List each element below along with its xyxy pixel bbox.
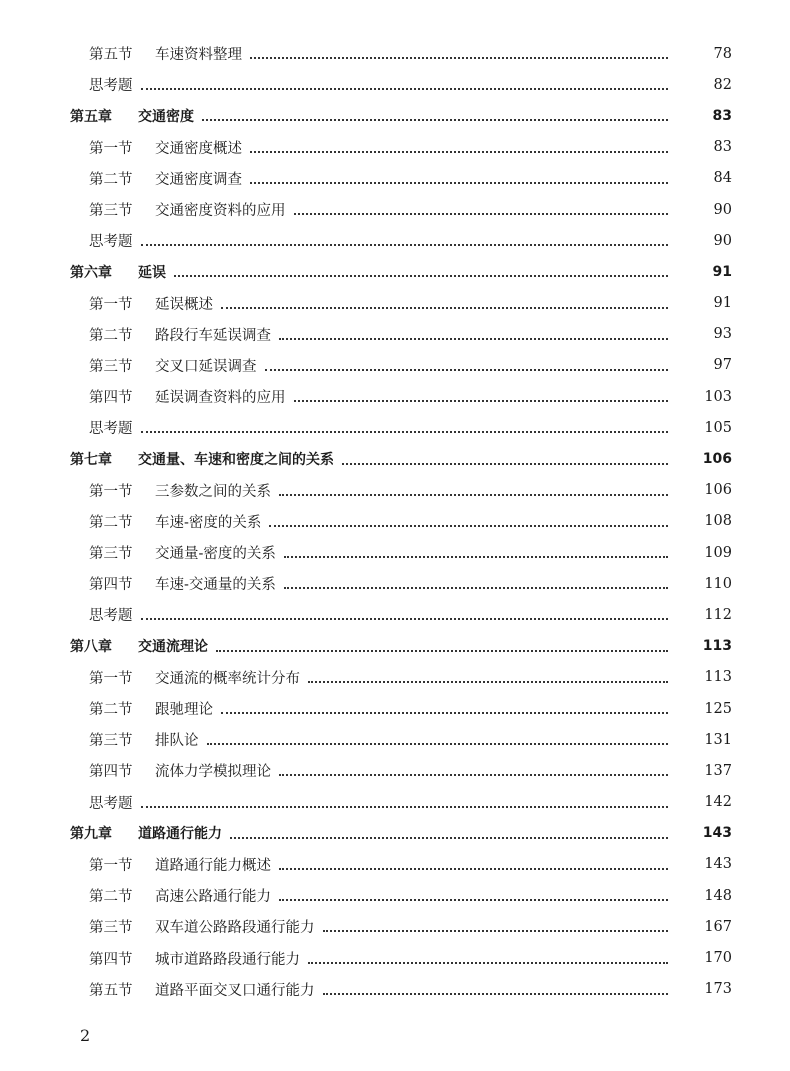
toc-page-number: 106: [702, 451, 732, 468]
toc-entry-number: 第四节: [89, 764, 133, 781]
toc-entry-title: 双车道公路路段通行能力: [155, 920, 315, 937]
toc-section-row: [0, 880, 790, 911]
toc-page-number: 105: [704, 419, 732, 436]
dot-leader: [279, 493, 668, 496]
dot-leader: [284, 555, 668, 558]
toc-questions-row: [0, 599, 790, 630]
toc-page-number: 110: [704, 575, 732, 592]
toc-page-number: 113: [704, 669, 732, 686]
dot-leader: [323, 992, 669, 995]
toc-page-number: 131: [704, 731, 732, 748]
toc-entry-number: 第五节: [89, 47, 133, 64]
toc-page-number: 109: [704, 544, 732, 561]
toc-section-row: [0, 662, 790, 693]
dot-leader: [265, 368, 669, 371]
toc-entry-title: 思考题: [89, 78, 133, 95]
toc-section-row: [0, 38, 790, 69]
toc-entry-title: 交通量-密度的关系: [155, 546, 276, 563]
toc-section-row: [0, 693, 790, 724]
toc-section-row: [0, 506, 790, 537]
dot-leader: [230, 836, 668, 839]
dot-leader: [308, 961, 668, 964]
toc-entry-number: 第一节: [89, 140, 133, 157]
dot-leader: [141, 430, 669, 433]
toc-entry-number: 第六章: [70, 264, 112, 281]
toc-entry-title: 道路通行能力概述: [155, 857, 271, 874]
toc-questions-row: [0, 412, 790, 443]
toc-entry-title: 车速-交通量的关系: [155, 577, 276, 594]
toc-entry-number: 第二节: [89, 514, 133, 531]
toc-page-number: 103: [704, 388, 732, 405]
toc-entry-title: 延误概述: [155, 296, 213, 313]
toc-entry-number: 第三节: [89, 546, 133, 563]
toc-page-number: 170: [704, 950, 732, 967]
toc-entry-number: 第二节: [89, 702, 133, 719]
toc-entry-number: 第八章: [70, 639, 112, 656]
dot-leader: [202, 118, 668, 121]
toc-entry-title: 车速资料整理: [155, 47, 242, 64]
toc-entry-title: 跟驰理论: [155, 702, 213, 719]
toc-entry-title: 道路通行能力: [138, 826, 222, 843]
toc-entry-title: 交通流理论: [138, 639, 208, 656]
toc-page-number: 113: [702, 638, 732, 655]
toc-page-number: 83: [713, 139, 732, 156]
dot-leader: [250, 56, 668, 59]
toc-page-number: 78: [713, 45, 732, 62]
toc-section-row: [0, 537, 790, 568]
toc-entry-title: 思考题: [89, 421, 133, 438]
toc-page-number: 91: [712, 263, 732, 280]
toc-entry-title: 交通密度资料的应用: [155, 203, 286, 220]
toc-entry-title: 三参数之间的关系: [155, 483, 271, 500]
dot-leader: [216, 649, 668, 652]
toc-page-number: 93: [713, 326, 732, 343]
toc-page-number: 143: [704, 856, 732, 873]
toc-page-number: 167: [704, 918, 732, 935]
dot-leader: [221, 711, 668, 714]
toc-page-number: 106: [704, 482, 732, 499]
dot-leader: [342, 462, 668, 465]
toc-entry-title: 高速公路通行能力: [155, 889, 271, 906]
toc-entry-title: 思考题: [89, 608, 133, 625]
toc-page-number: 112: [704, 606, 732, 623]
toc-questions-row: [0, 225, 790, 256]
toc-page-number: 137: [704, 762, 732, 779]
table-of-contents: [0, 38, 790, 1005]
toc-chapter-row: [0, 256, 790, 287]
toc-section-row: [0, 163, 790, 194]
dot-leader: [279, 867, 668, 870]
toc-page-number: 148: [704, 887, 732, 904]
toc-entry-title: 流体力学模拟理论: [155, 764, 271, 781]
dot-leader: [323, 929, 669, 932]
toc-section-row: [0, 475, 790, 506]
toc-entry-title: 交通流的概率统计分布: [155, 670, 300, 687]
dot-leader: [174, 274, 668, 277]
toc-section-row: [0, 849, 790, 880]
toc-entry-title: 交通密度: [138, 108, 194, 125]
toc-entry-title: 道路平面交叉口通行能力: [155, 982, 315, 999]
toc-entry-number: 第四节: [89, 390, 133, 407]
toc-entry-title: 交叉口延误调查: [155, 358, 257, 375]
toc-entry-title: 交通量、车速和密度之间的关系: [138, 452, 334, 469]
toc-page-number: 173: [704, 981, 732, 998]
toc-entry-number: 第二节: [89, 889, 133, 906]
toc-section-row: [0, 319, 790, 350]
toc-page-number: 84: [713, 170, 732, 187]
dot-leader: [221, 306, 668, 309]
toc-section-row: [0, 942, 790, 973]
dot-leader: [141, 617, 669, 620]
toc-entry-number: 第七章: [70, 452, 112, 469]
toc-entry-number: 第五章: [70, 108, 112, 125]
toc-entry-number: 第四节: [89, 951, 133, 968]
toc-entry-title: 思考题: [89, 795, 133, 812]
toc-chapter-row: [0, 100, 790, 131]
toc-entry-number: 第一节: [89, 296, 133, 313]
toc-entry-number: 第九章: [70, 826, 112, 843]
dot-leader: [294, 212, 669, 215]
toc-section-row: [0, 911, 790, 942]
toc-page-number: 108: [704, 513, 732, 530]
toc-entry-title: 延误调查资料的应用: [155, 390, 286, 407]
toc-page-number: 91: [713, 295, 732, 312]
toc-entry-number: 第一节: [89, 483, 133, 500]
toc-entry-title: 交通密度概述: [155, 140, 242, 157]
dot-leader: [279, 898, 668, 901]
dot-leader: [250, 150, 668, 153]
toc-entry-number: 第三节: [89, 358, 133, 375]
toc-entry-title: 思考题: [89, 234, 133, 251]
dot-leader: [308, 680, 668, 683]
toc-entry-number: 第四节: [89, 577, 133, 594]
toc-section-row: [0, 288, 790, 319]
toc-questions-row: [0, 787, 790, 818]
dot-leader: [284, 586, 668, 589]
toc-section-row: [0, 381, 790, 412]
toc-entry-title: 车速-密度的关系: [155, 514, 262, 531]
toc-page-number: 142: [704, 794, 732, 811]
toc-entry-title: 路段行车延误调查: [155, 327, 271, 344]
toc-section-row: [0, 755, 790, 786]
toc-section-row: [0, 132, 790, 163]
toc-entry-number: 第三节: [89, 203, 133, 220]
toc-entry-number: 第二节: [89, 171, 133, 188]
toc-entry-number: 第五节: [89, 982, 133, 999]
toc-entry-number: 第三节: [89, 920, 133, 937]
dot-leader: [279, 337, 668, 340]
toc-section-row: [0, 974, 790, 1005]
toc-entry-title: 延误: [138, 264, 166, 281]
dot-leader: [141, 805, 669, 808]
toc-chapter-row: [0, 631, 790, 662]
dot-leader: [294, 399, 669, 402]
toc-entry-title: 城市道路路段通行能力: [155, 951, 300, 968]
toc-page-number: 83: [712, 107, 732, 124]
toc-entry-number: 第三节: [89, 733, 133, 750]
toc-page-number: 143: [702, 825, 732, 842]
dot-leader: [141, 243, 669, 246]
dot-leader: [250, 181, 668, 184]
dot-leader: [207, 742, 669, 745]
toc-entry-number: 第一节: [89, 670, 133, 687]
toc-entry-title: 排队论: [155, 733, 199, 750]
toc-section-row: [0, 724, 790, 755]
dot-leader: [141, 87, 669, 90]
toc-chapter-row: [0, 818, 790, 849]
toc-page-number: 82: [713, 76, 732, 93]
dot-leader: [279, 773, 668, 776]
toc-entry-number: 第一节: [89, 857, 133, 874]
dot-leader: [269, 524, 668, 527]
toc-entry-number: 第二节: [89, 327, 133, 344]
toc-section-row: [0, 350, 790, 381]
toc-page-number: 97: [713, 357, 732, 374]
toc-page-number: 90: [713, 201, 732, 218]
toc-entry-title: 交通密度调查: [155, 171, 242, 188]
page-number: 2: [80, 1026, 91, 1045]
toc-section-row: [0, 194, 790, 225]
toc-page-number: 125: [704, 700, 732, 717]
toc-questions-row: [0, 69, 790, 100]
toc-page-number: 90: [713, 232, 732, 249]
toc-chapter-row: [0, 443, 790, 474]
toc-section-row: [0, 568, 790, 599]
